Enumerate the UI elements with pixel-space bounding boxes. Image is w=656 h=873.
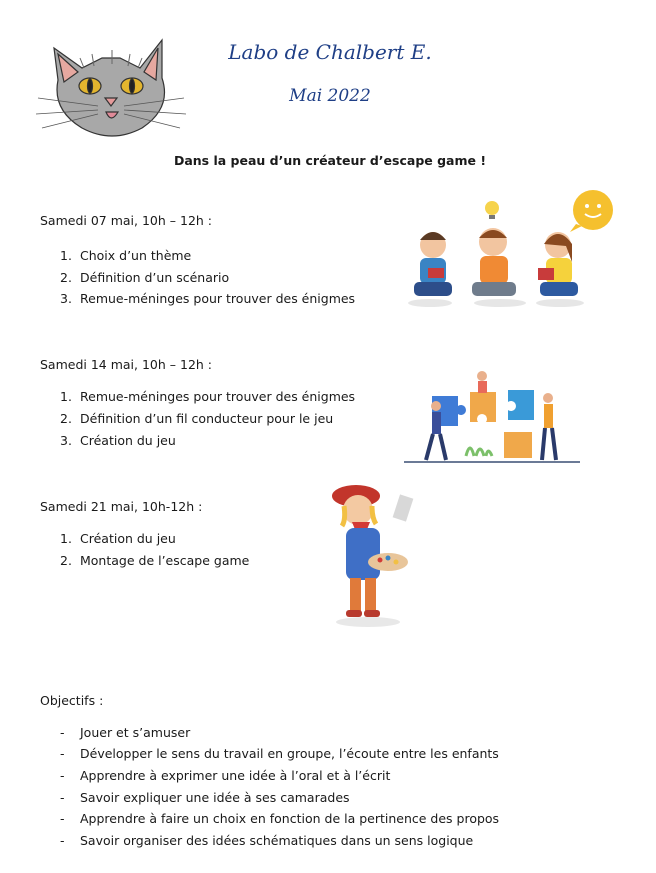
page-subtitle: Dans la peau d’un créateur d’escape game ! <box>173 153 487 168</box>
session-2-list: 1. Remue-méninges pour trouver des énigmes 2. Définition d’un fil conducteur pour le jeu 3. Création du jeu <box>60 389 356 448</box>
puzzle-teamwork-illustration <box>400 362 585 468</box>
cat-logo <box>32 28 190 144</box>
session-2-heading: Samedi 14 mai, 10h – 12h : <box>40 357 213 372</box>
kids-illustration <box>400 190 625 315</box>
objectives-list: - Jouer et s’amuser - Développer le sens du travail en groupe, l’écoute entre les enfants - Apprendre à exprimer une idée à l’oral et à l’écrit - Savoir expliquer une idée à ses camarades - Apprendre à faire un choix en fonction de la pertinence des propos - Savoir organiser des idées schématiques dans un sens logique <box>60 725 500 848</box>
session-1-list: 1. Choix d’un thème 2. Définition d’un scénario 3. Remue-méninges pour trouver des énigmes <box>60 248 356 306</box>
objectives-heading: Objectifs : <box>40 693 104 708</box>
session-1-heading: Samedi 07 mai, 10h – 12h : <box>40 213 213 228</box>
lab-date: Mai 2022 <box>289 86 371 106</box>
painter-child-illustration <box>326 482 418 628</box>
lab-title: Labo de Chalbert E. <box>228 40 432 64</box>
session-3-heading: Samedi 21 mai, 10h-12h : <box>40 499 203 514</box>
session-3-list: 1. Création du jeu 2. Montage de l’escape game <box>60 531 250 568</box>
